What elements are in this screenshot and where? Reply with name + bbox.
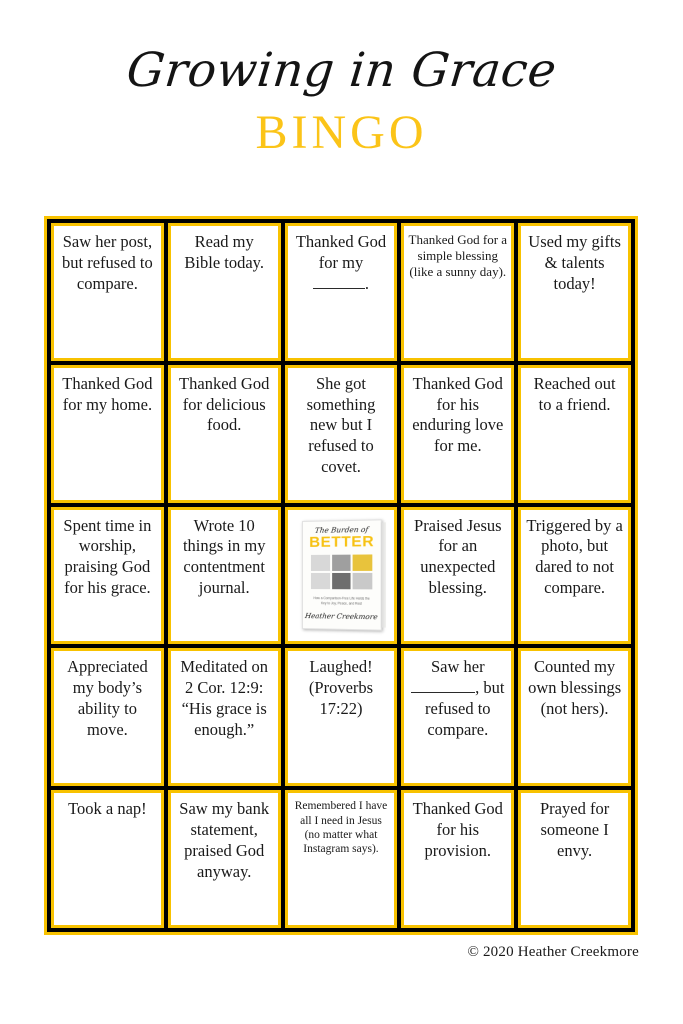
bingo-cell-text: Wrote 10 things in my contentment journal. xyxy=(182,515,266,597)
bingo-cell-inner xyxy=(404,651,511,783)
bingo-cell-text: Thanked God for his enduring love for me. xyxy=(412,373,504,456)
fill-in-blank-line[interactable] xyxy=(313,275,365,289)
bingo-cell-text-before-blank: Thanked God for my xyxy=(295,232,387,272)
bingo-cell-r3c5[interactable] xyxy=(518,507,631,645)
bingo-cell-inner xyxy=(288,510,395,642)
bingo-cell-r2c2[interactable] xyxy=(168,365,281,503)
bingo-cell-text: She got something new but I refused to covet. xyxy=(306,373,376,476)
bingo-cell-inner xyxy=(171,226,278,358)
bingo-cell-text: Thanked God for his provision. xyxy=(412,799,503,860)
bingo-cell-r4c2[interactable] xyxy=(168,648,281,786)
bingo-cell-r4c1[interactable] xyxy=(51,648,164,786)
bingo-cell-text: Thanked God for a simple blessing (like a sunny day). xyxy=(408,232,508,279)
bingo-cell-text-after-blank: . xyxy=(364,273,370,293)
bingo-cell-text: Saw my bank statement, praised God anyway. xyxy=(179,799,270,881)
bingo-cell-text: Thanked God for my home. xyxy=(62,373,153,414)
book-cover-image xyxy=(302,520,382,631)
bingo-cell-text: Took a nap! xyxy=(68,799,147,819)
bingo-cell-inner xyxy=(171,793,278,925)
bingo-cell-r4c5[interactable] xyxy=(518,648,631,786)
bingo-cell-inner xyxy=(521,793,628,925)
bingo-cell-r1c5[interactable] xyxy=(518,223,631,361)
bingo-cell-r5c4[interactable] xyxy=(401,790,514,928)
book-subtitle: How a Comparison-Free Life Holds the Key to Joy, Peace, and Rest xyxy=(313,596,370,606)
bingo-cell-inner xyxy=(54,651,161,783)
bingo-card xyxy=(44,216,638,935)
bingo-cell-inner xyxy=(171,651,278,783)
bingo-cell-text: Read my Bible today. xyxy=(184,232,264,272)
bingo-cell-r3c4[interactable] xyxy=(401,507,514,645)
book-photo-collage xyxy=(311,555,372,590)
bingo-cell-inner xyxy=(521,226,628,358)
bingo-cell-r1c1[interactable] xyxy=(51,223,164,361)
bingo-cell-inner xyxy=(54,510,161,642)
bingo-cell-inner xyxy=(521,368,628,500)
book-main-title: BETTER xyxy=(309,533,375,552)
bingo-cell-inner xyxy=(521,510,628,642)
bingo-cell-r5c3[interactable] xyxy=(285,790,398,928)
bingo-cell-text: Reached out to a friend. xyxy=(533,373,616,414)
bingo-cell-r1c3[interactable] xyxy=(285,223,398,361)
bingo-cell-r2c4[interactable] xyxy=(401,365,514,503)
fill-in-blank-line[interactable] xyxy=(411,680,475,694)
copyright-notice: © 2020 Heather Creekmore xyxy=(467,944,639,960)
bingo-cell-text-after-blank: , but refused to compare. xyxy=(425,678,505,739)
book-script-line: The Burden of xyxy=(314,525,369,536)
bingo-cell-r3c2[interactable] xyxy=(168,507,281,645)
bingo-cell-inner xyxy=(404,226,511,358)
bingo-cell-text: Meditated on 2 Cor. 12:9: “His grace is enough.” xyxy=(180,657,268,739)
bingo-cell-r1c2[interactable] xyxy=(168,223,281,361)
bingo-cell-r5c1[interactable] xyxy=(51,790,164,928)
bingo-cell-text-before-blank: Saw her xyxy=(430,657,485,677)
bingo-cell-text: Saw her post, but refused to compare. xyxy=(62,232,153,293)
bingo-cell-inner xyxy=(171,510,278,642)
bingo-cell-r1c4[interactable] xyxy=(401,223,514,361)
bingo-cell-text: Laughed! (Proverbs 17:22) xyxy=(308,657,374,718)
bingo-cell-r4c3[interactable] xyxy=(285,648,398,786)
bingo-cell-text: Triggered by a photo, but dared to not compare. xyxy=(526,515,623,597)
bingo-cell-text: Prayed for someone I envy. xyxy=(540,799,610,860)
bingo-cell-text: Thanked God for delicious food. xyxy=(179,373,270,435)
bingo-cell-r2c5[interactable] xyxy=(518,365,631,503)
bingo-cell-inner xyxy=(404,368,511,500)
bingo-cell-inner xyxy=(288,651,395,783)
bingo-cell-inner xyxy=(54,368,161,500)
bingo-cell-inner xyxy=(288,226,395,358)
page-header xyxy=(0,0,683,160)
bingo-cell-r2c3[interactable] xyxy=(285,365,398,503)
bingo-cell-inner xyxy=(54,793,161,925)
bingo-cell-text xyxy=(292,232,391,294)
bingo-cell-text: Spent time in worship, praising God for his grace. xyxy=(63,515,152,597)
bingo-cell-r5c2[interactable] xyxy=(168,790,281,928)
bingo-cell-text: Appreciated my body’s ability to move. xyxy=(67,657,148,739)
bingo-cell-inner xyxy=(521,651,628,783)
bingo-cell-text: Praised Jesus for an unexpected blessing. xyxy=(414,515,502,597)
bingo-cell-inner xyxy=(404,793,511,925)
bingo-cell-inner xyxy=(404,510,511,642)
bingo-cell-r2c1[interactable] xyxy=(51,365,164,503)
bingo-cell-r3c3[interactable] xyxy=(285,507,398,645)
bingo-cell-r3c1[interactable] xyxy=(51,507,164,645)
bingo-cell-inner xyxy=(171,368,278,500)
bingo-cell-r4c4[interactable] xyxy=(401,648,514,786)
page-title-script: Growing in Grace xyxy=(123,43,560,98)
bingo-cell-text: Used my gifts & talents today! xyxy=(528,232,621,293)
bingo-cell-inner xyxy=(54,226,161,358)
bingo-cell-inner xyxy=(288,368,395,500)
bingo-cell-inner xyxy=(288,793,395,925)
bingo-cell-text xyxy=(408,657,507,740)
bingo-cell-text: Counted my own blessings (not hers). xyxy=(528,657,622,718)
page-title-bingo: BINGO xyxy=(255,106,428,160)
bingo-cell-text: Remembered I have all I need in Jesus (no matter what Instagram says). xyxy=(294,800,388,856)
bingo-cell-r5c5[interactable] xyxy=(518,790,631,928)
book-author-name: Heather Creekmore xyxy=(304,612,379,622)
bingo-grid xyxy=(47,219,635,932)
